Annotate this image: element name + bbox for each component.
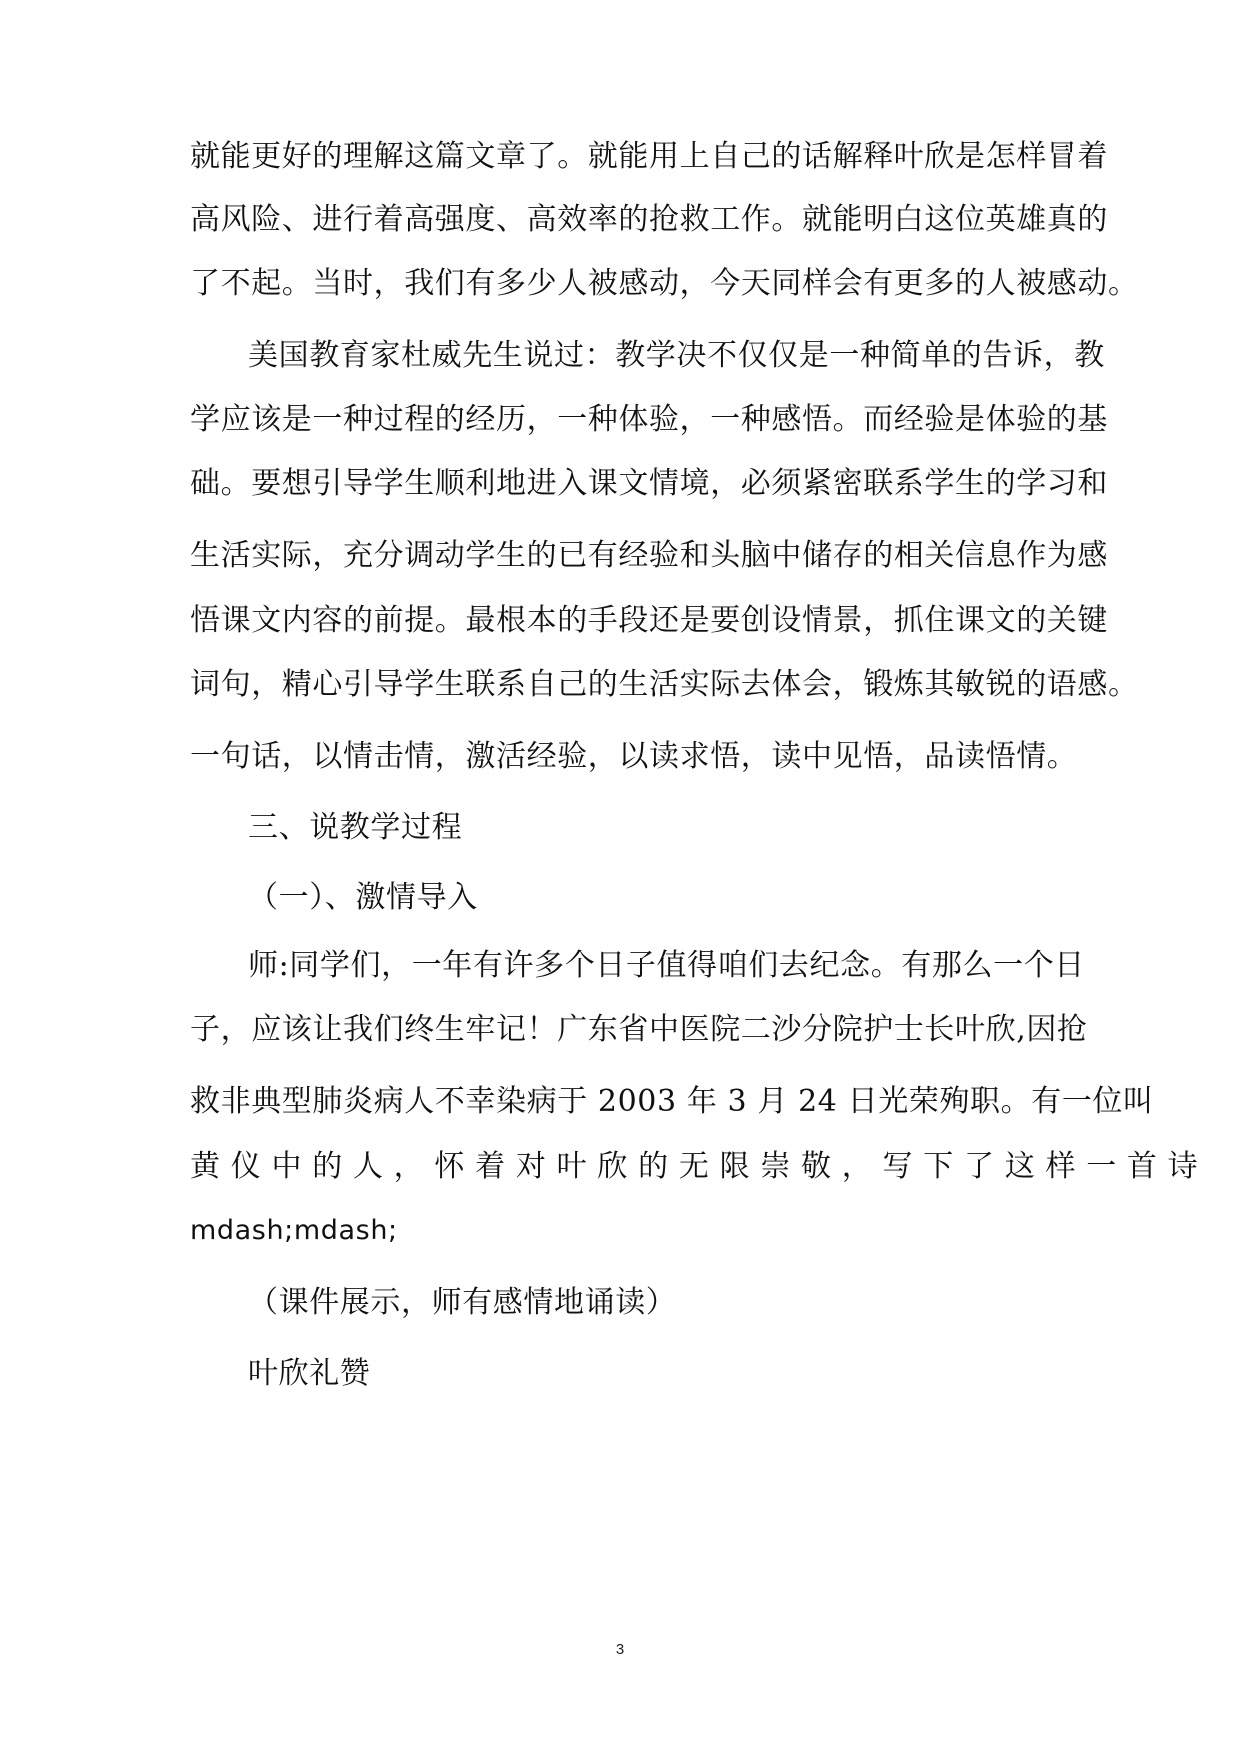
stage-direction-line: （课件展示，师有感情地诵读） — [248, 1285, 677, 1320]
body-text-line-1: 就能更好的理解这篇文章了。就能用上自己的话解释叶欣是怎样冒着 — [190, 139, 1108, 174]
page-number: 3 — [615, 1641, 625, 1658]
paragraph-first-line-dewey-quote: 美国教育家杜威先生说过：教学决不仅仅是一种简单的告诉，教 — [248, 338, 1105, 373]
body-text-line-14: 子，应该让我们终生牢记！广东省中医院二沙分院护士长叶欣,因抢 — [190, 1012, 1088, 1047]
body-text-line-6: 础。要想引导学生顺利地进入课文情境，必须紧密联系学生的学习和 — [190, 466, 1108, 501]
body-text-line-16: 黄 仪 中 的 人 ， 怀 着 对 叶 欣 的 无 限 崇 敬 ， 写 下 了 这 样 一 首 诗 — [190, 1149, 1199, 1184]
body-text-line-5: 学应该是一种过程的经历，一种体验，一种感悟。而经验是体验的基 — [190, 402, 1108, 437]
body-text-line-7: 生活实际，充分调动学生的已有经验和头脑中储存的相关信息作为感 — [190, 538, 1108, 573]
poem-title: 叶欣礼赞 — [248, 1356, 371, 1391]
body-text-line-15: 救非典型肺炎病人不幸染病于 2003 年 3 月 24 日光荣殉职。有一位叫 — [190, 1084, 1154, 1119]
body-text-line-2: 高风险、进行着高强度、高效率的抢救工作。就能明白这位英雄真的 — [190, 202, 1108, 237]
body-text-line-8: 悟课文内容的前提。最根本的手段还是要创设情景，抓住课文的关键 — [190, 603, 1108, 638]
body-text-line-17: mdash;mdash; — [190, 1215, 398, 1246]
paragraph-first-line-teacher-intro: 师:同学们，一年有许多个日子值得咱们去纪念。有那么一个日 — [248, 948, 1085, 983]
body-text-line-10: 一句话，以情击情，激活经验，以读求悟，读中见悟，品读悟情。 — [190, 739, 1078, 774]
subsection-heading: （一）、激情导入 — [248, 880, 478, 915]
section-heading: 三、说教学过程 — [248, 810, 463, 845]
body-text-line-9: 词句，精心引导学生联系自己的生活实际去体会，锻炼其敏锐的语感。 — [190, 667, 1139, 702]
body-text-line-3: 了不起。当时，我们有多少人被感动，今天同样会有更多的人被感动。 — [190, 266, 1139, 301]
